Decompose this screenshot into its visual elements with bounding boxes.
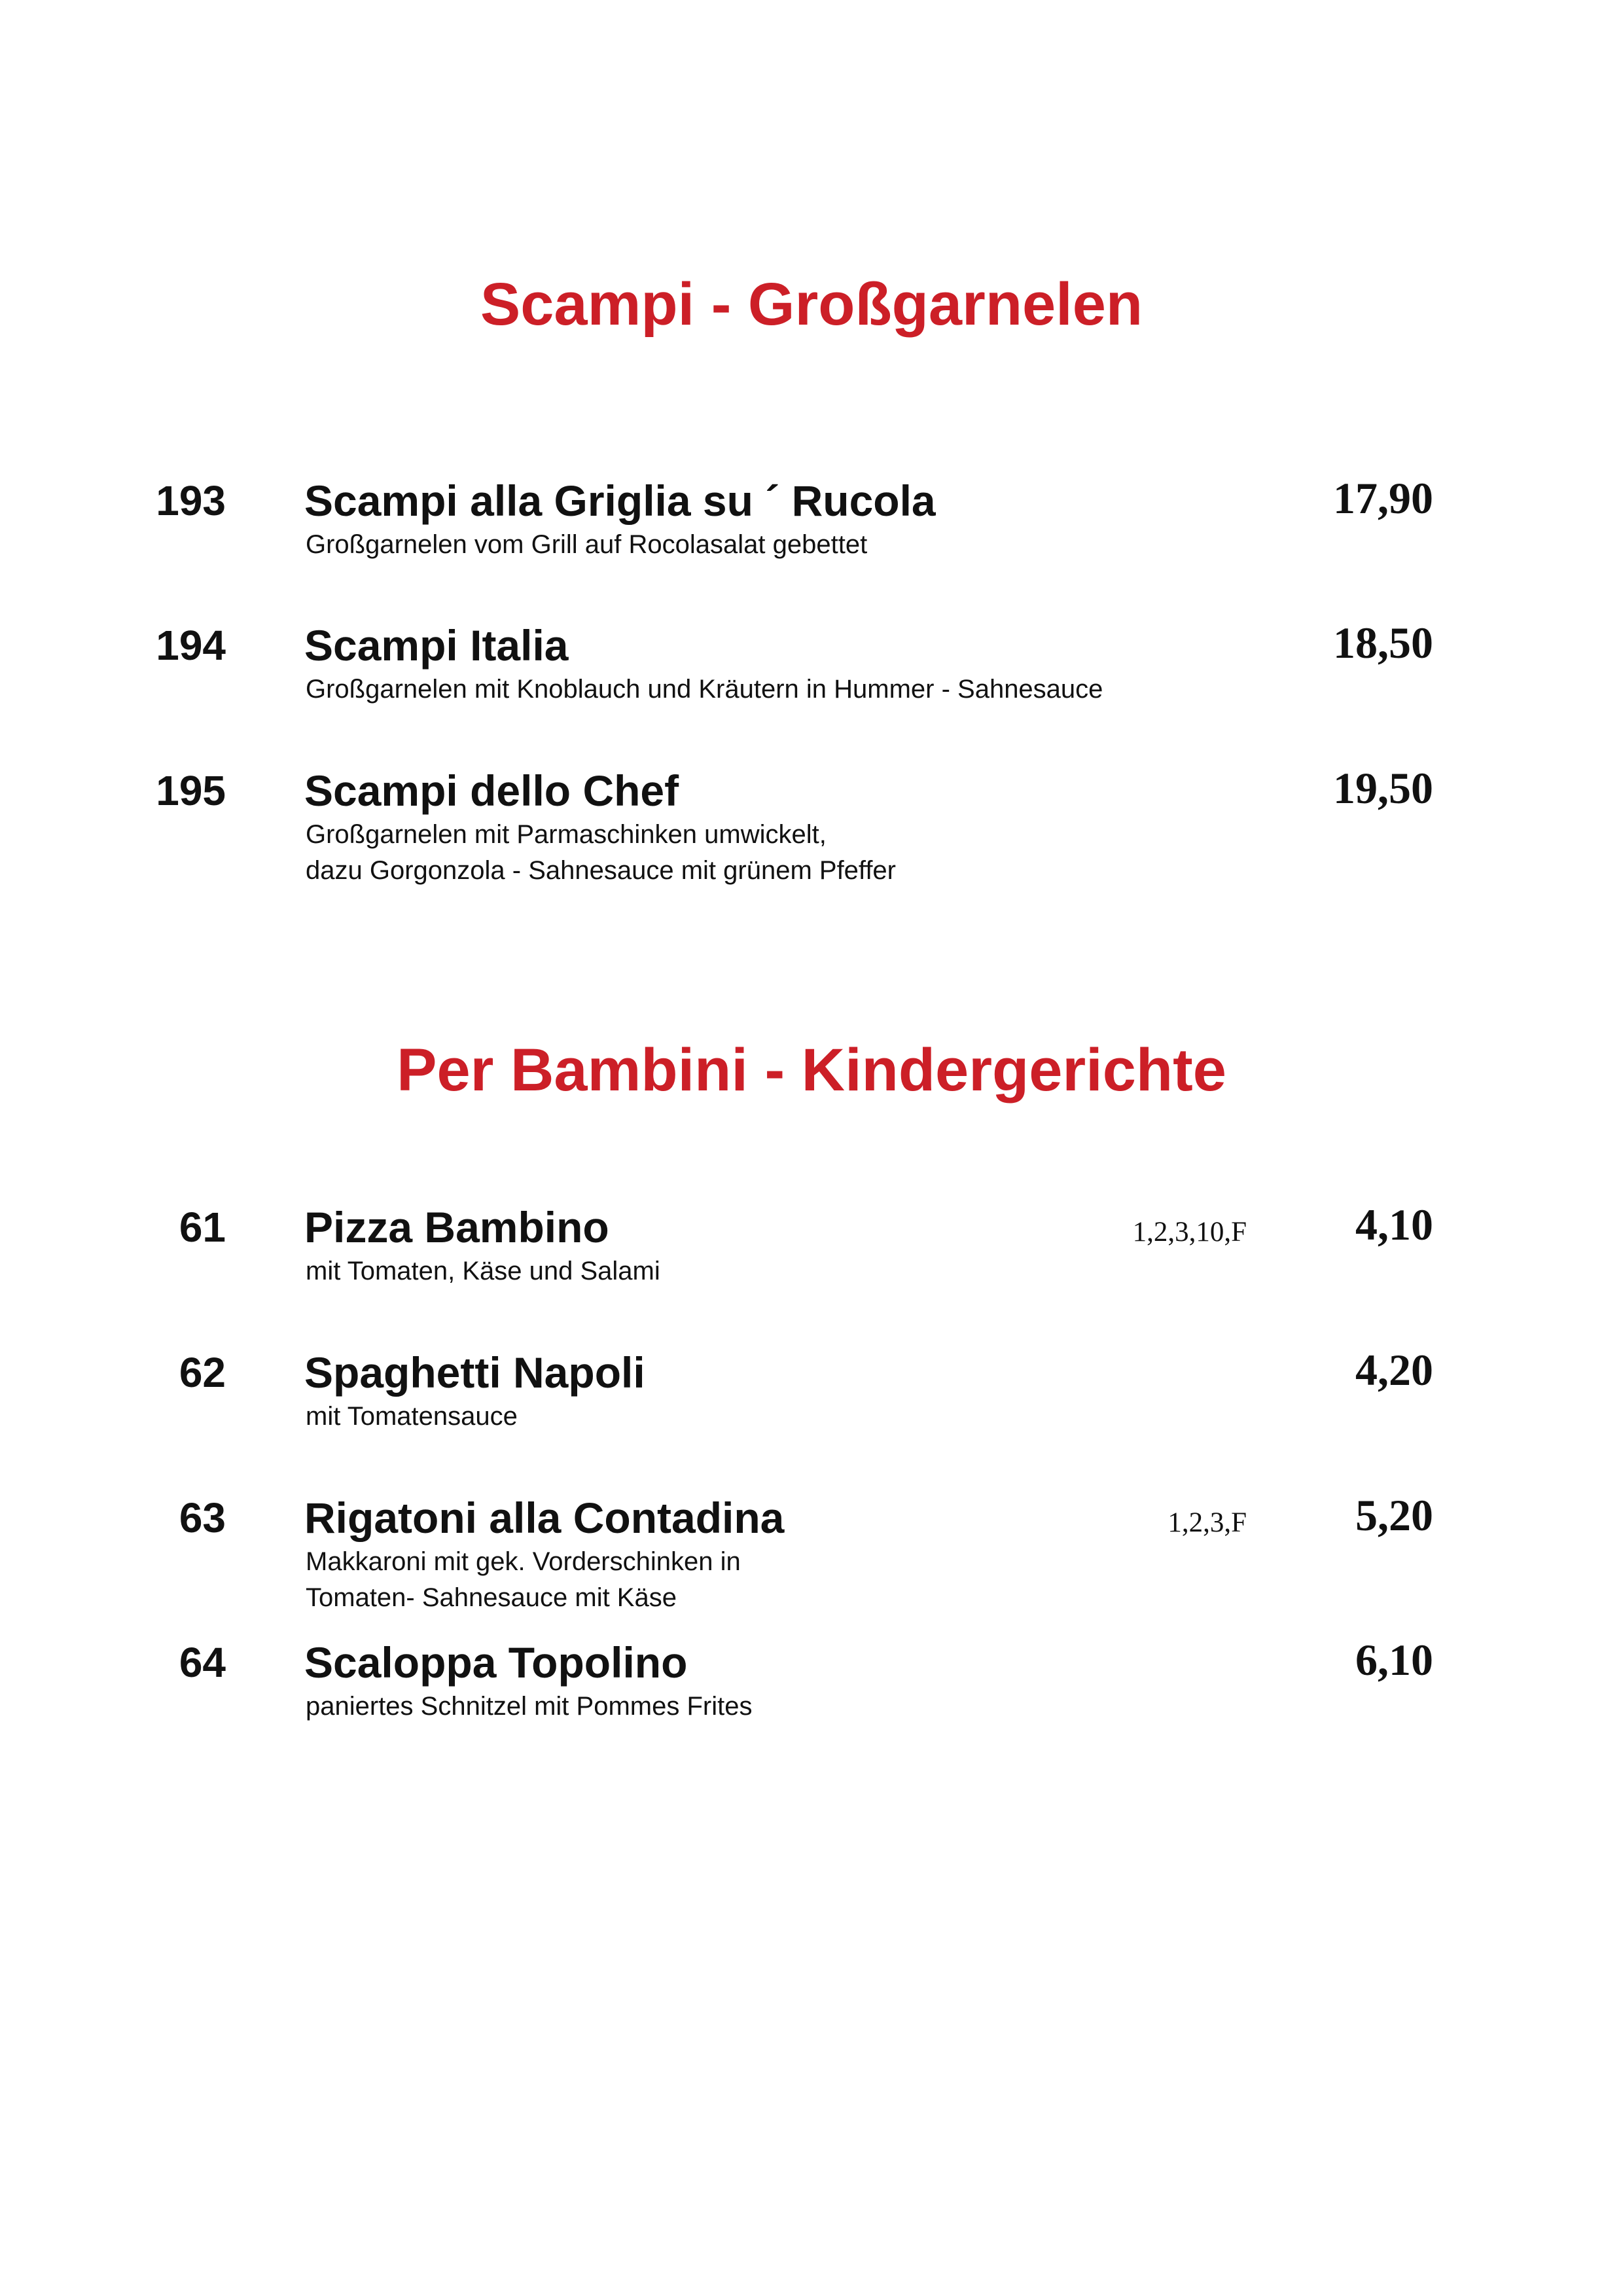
item-description xyxy=(306,1544,741,1616)
item-price: 4,20 xyxy=(1355,1345,1433,1395)
item-description-line: mit Tomaten, Käse und Salami xyxy=(306,1257,660,1285)
item-price: 19,50 xyxy=(1333,763,1433,813)
item-description-line: Tomaten- Sahnesauce mit Käse xyxy=(306,1583,677,1612)
item-name: Scampi dello Chef xyxy=(304,766,679,815)
item-description xyxy=(306,672,1103,708)
item-description xyxy=(306,1253,660,1289)
item-number: 194 xyxy=(156,622,226,669)
item-number: 195 xyxy=(156,767,226,814)
item-price: 4,10 xyxy=(1355,1200,1433,1249)
item-description xyxy=(306,1399,518,1435)
item-description-line: mit Tomatensauce xyxy=(306,1402,518,1431)
item-price: 6,10 xyxy=(1355,1635,1433,1685)
item-name: Scaloppa Topolino xyxy=(304,1638,688,1687)
item-description-line: Großgarnelen vom Grill auf Rocolasalat gebettet xyxy=(306,530,868,559)
item-description-line: Großgarnelen mit Knoblauch und Kräutern in Hummer - Sahnesauce xyxy=(306,675,1103,704)
item-name: Scampi alla Griglia su ´ Rucola xyxy=(304,476,936,525)
item-name: Spaghetti Napoli xyxy=(304,1348,645,1397)
section-title-bambini: Per Bambini - Kindergerichte xyxy=(397,1037,1226,1103)
item-price: 18,50 xyxy=(1333,618,1433,668)
item-name: Rigatoni alla Contadina xyxy=(304,1494,785,1542)
item-price: 5,20 xyxy=(1355,1490,1433,1540)
section-title-scampi: Scampi - Großgarnelen xyxy=(480,271,1143,338)
item-description-line: dazu Gorgonzola - Sahnesauce mit grünem Pfeffer xyxy=(306,856,896,885)
item-number: 63 xyxy=(179,1494,226,1541)
item-number: 62 xyxy=(179,1349,226,1396)
item-description xyxy=(306,817,896,889)
item-description xyxy=(306,527,867,563)
item-name: Scampi Italia xyxy=(304,621,569,670)
item-allergens: 1,2,3,F xyxy=(1168,1507,1247,1538)
item-description-line: Makkaroni mit gek. Vorderschinken in xyxy=(306,1547,741,1576)
item-description-line: Großgarnelen mit Parmaschinken umwickelt, xyxy=(306,820,827,849)
item-name: Pizza Bambino xyxy=(304,1203,609,1251)
item-number: 61 xyxy=(179,1204,226,1251)
item-price: 17,90 xyxy=(1333,473,1433,523)
item-description xyxy=(306,1689,752,1725)
item-description-line: paniertes Schnitzel mit Pommes Frites xyxy=(306,1692,753,1721)
item-number: 64 xyxy=(179,1639,226,1686)
item-number: 193 xyxy=(156,477,226,524)
item-allergens: 1,2,3,10,F xyxy=(1132,1217,1247,1247)
